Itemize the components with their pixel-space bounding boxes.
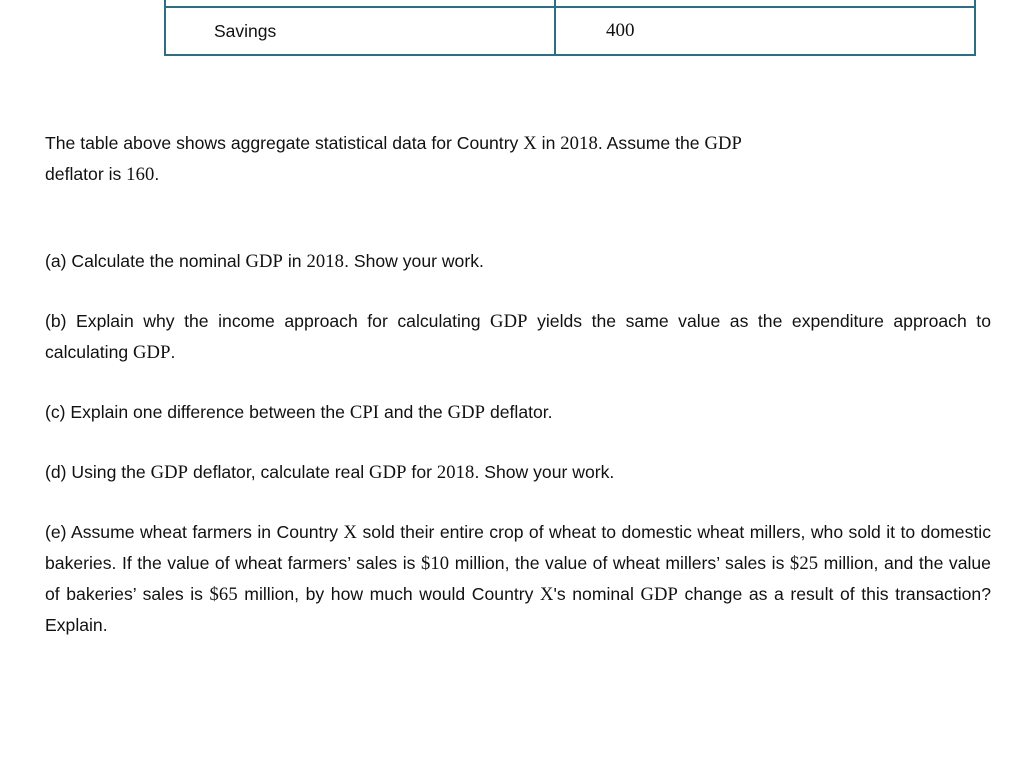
question-b — [45, 306, 991, 368]
intro-math-deflator-value: 160 — [126, 164, 155, 185]
table-cell-label — [165, 0, 555, 7]
table-body — [165, 0, 975, 55]
question-e-text-2: sold their entire crop of wheat to domestic wheat millers, who sold it to domestic bakeries. If the value of wheat farmers’ sales is — [45, 522, 991, 573]
question-e-math-country-1: X — [343, 522, 358, 543]
question-e-math-millers-sales: $25 — [789, 553, 819, 574]
question-e-text-1: (e) Assume wheat farmers in Country — [45, 522, 344, 542]
aggregate-data-table — [164, 0, 976, 56]
question-a-text-1: (a) Calculate the nominal — [45, 251, 246, 271]
question-e-text-6: 's nominal — [553, 584, 641, 604]
question-b-text-1: (b) Explain why the income approach for calculating — [45, 311, 491, 331]
question-body — [45, 128, 991, 641]
question-d-math-gdp-2: GDP — [369, 462, 407, 483]
question-d-math-gdp-1: GDP — [150, 462, 189, 483]
question-d-text-4: . Show your work. — [474, 462, 615, 482]
table-row — [165, 7, 975, 55]
intro-math-gdp: GDP — [704, 133, 742, 154]
question-d-text-1: (d) Using the — [45, 462, 151, 482]
question-e — [45, 517, 991, 641]
question-c-text-2: and the — [379, 402, 448, 422]
question-c-math-gdp: GDP — [447, 402, 486, 423]
intro-text-5: . — [154, 164, 160, 184]
spacer — [45, 368, 991, 397]
spacer — [45, 277, 991, 306]
table-cell-value: 400 — [555, 7, 975, 55]
table-cell-label: Savings — [165, 7, 555, 55]
question-d-math-year: 2018 — [436, 462, 475, 483]
question-e-math-bakeries-sales: $65 — [209, 584, 238, 605]
intro-text-4: deflator is — [45, 164, 127, 184]
question-e-text-5: million, by how much would Country — [237, 584, 540, 604]
question-b-text-2: yields the same value as the expenditure approach to calculating — [45, 311, 991, 362]
question-d — [45, 457, 991, 488]
intro-math-year: 2018 — [560, 133, 598, 154]
question-e-math-farmers-sales: $10 — [420, 553, 450, 574]
question-e-text-3: million, the value of wheat millers’ sales is — [449, 553, 790, 573]
intro-text-2: in — [536, 133, 561, 153]
question-c-math-cpi: CPI — [349, 402, 380, 423]
question-b-math-gdp-2: GDP — [133, 342, 171, 363]
question-c-text-1: (c) Explain one difference between the — [45, 402, 350, 422]
table-row — [165, 0, 975, 7]
spacer — [45, 488, 991, 517]
question-a — [45, 246, 991, 277]
question-d-text-2: deflator, calculate real — [188, 462, 370, 482]
question-e-text-7: change as a result of this transaction? Explain. — [45, 584, 992, 635]
question-e-text-4: million, and the value of bakeries’ sales is — [45, 553, 991, 604]
intro-text-3: . Assume the — [597, 133, 705, 153]
question-e-math-country-2: X — [539, 584, 554, 605]
question-c — [45, 397, 991, 428]
question-c-text-3: deflator. — [485, 402, 553, 422]
question-b-math-gdp-1: GDP — [490, 311, 528, 332]
intro-math-country: X — [523, 133, 537, 154]
question-a-math-year: 2018 — [306, 251, 345, 272]
question-a-text-2: in — [282, 251, 307, 271]
intro-paragraph — [45, 128, 991, 190]
spacer — [45, 428, 991, 457]
question-d-text-3: for — [406, 462, 437, 482]
question-b-text-3: . — [170, 342, 176, 362]
question-a-math-gdp: GDP — [245, 251, 283, 272]
spacer — [45, 190, 991, 246]
question-a-text-3: . Show your work. — [344, 251, 484, 271]
intro-text-1: The table above shows aggregate statistical data for Country — [45, 133, 524, 153]
question-e-math-gdp: GDP — [640, 584, 678, 605]
table-cell-value — [555, 0, 975, 7]
